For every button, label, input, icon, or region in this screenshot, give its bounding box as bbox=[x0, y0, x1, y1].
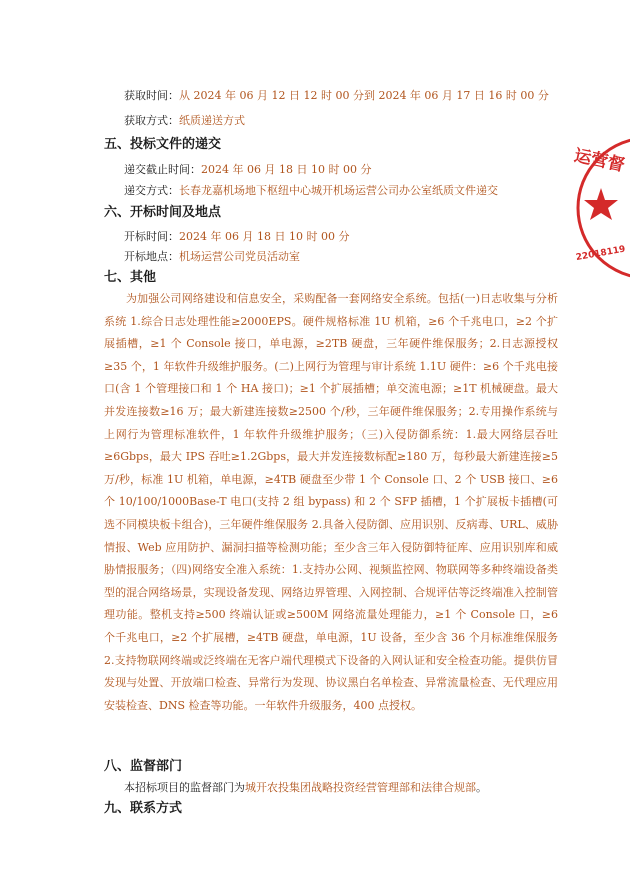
opening-place-label: 开标地点： bbox=[124, 250, 179, 263]
official-seal bbox=[570, 130, 630, 290]
submit-method-label: 递交方式： bbox=[124, 184, 179, 197]
opening-time-label: 开标时间： bbox=[124, 230, 179, 243]
submit-deadline-label: 递交截止时间： bbox=[124, 163, 201, 176]
section8-text-suffix: 。 bbox=[476, 781, 487, 794]
seal-top-text: 运营督 bbox=[572, 145, 627, 176]
opening-place-row bbox=[124, 249, 300, 265]
fetch-method-value: 纸质递送方式 bbox=[179, 114, 245, 127]
section5-heading: 五、投标文件的递交 bbox=[104, 137, 222, 152]
submit-deadline-value: 2024 年 06 月 18 日 10 时 00 分 bbox=[201, 163, 372, 176]
section7-paragraph: 为加强公司网络建设和信息安全，采购配备一套网络安全系统。包括(一)日志收集与分析系统 1.综合日志处理性能≥2000EPS。硬件规格标准 1U 机箱，≥6 个千兆电口，≥2 个扩展插槽，≥1 个 Console 接口，单电源，≥2TB 硬盘，三年硬件维保服务；2.日志源授权≥35 个，1 年软件升级维护服务。(二)上网行为管理与审计系统 1.1U 硬件：≥6 个千兆电接口(含 1 个管理接口和 1 个 HA 接口)；≥1 个扩展插槽；单交流电源；≥1T 机械硬盘。最大并发连接数≥16 万；最大新建连接数≥2500 个/秒，三年硬件维保服务；2.专用操作系统与上网行为管理标准软件，1 年软件升级维护服务；（三)入侵防御系统：1.最大网络层吞吐≥6Gbps，最大 IPS 吞吐≥1.2Gbps，最大并发连接数标配≥180 万，每秒最大新建连接≥5 万/秒，标准 1U 机箱，单电源，≥4TB 硬盘至少带 1 个 Console 口、2 个 USB 接口、≥6 个 10/100/1000Base-T 电口(支持 2 组 bypass) 和 2 个 SFP 插槽，1 个扩展板卡插槽(可选不同模块板卡组合)，三年硬件维保服务 2.具备入侵防御、应用识别、反病毒、URL、威胁情报、Web 应用防护、漏洞扫描等检测功能；至少含三年入侵防御特征库、应用识别库和威胁情报服务；（四)网络安全准入系统：1.支持办公网、视频监控网、物联网等多种终端设备类型的混合网络场景，实现设备发现、网络边界管理、入网控制、合规评估等泛终端准入控制管理功能。整机支持≥500 终端认证或≥500M 网络流量处理能力，≥1 个 Console 口，≥6 个千兆电口，≥2 个扩展槽，≥4TB 硬盘，单电源，1U 设备，至少含 36 个月标准维保服务 2.支持物联网终端或泛终端在无客户端代理模式下设备的入网认证和安全检查功能。提供仿冒发现与处置、开放端口检查、异常行为发现、协议黑白名单检查、异常流量检查、无代理应用安装检查、DNS 检查等功能。一年软件升级服务，400 点授权。 bbox=[104, 292, 558, 712]
section9-heading: 九、联系方式 bbox=[104, 801, 183, 816]
section8-heading: 八、监督部门 bbox=[104, 759, 183, 774]
seal-bottom-text: 22018119 bbox=[575, 244, 627, 264]
opening-time-row bbox=[124, 229, 349, 245]
section7-heading: 七、其他 bbox=[104, 270, 157, 285]
opening-time-value: 2024 年 06 月 18 日 10 时 00 分 bbox=[179, 230, 350, 243]
section6-heading: 六、开标时间及地点 bbox=[104, 205, 222, 220]
submit-method-value: 长春龙嘉机场地下枢纽中心城开机场运营公司办公室纸质文件递交 bbox=[179, 184, 498, 197]
submit-deadline-row bbox=[124, 162, 371, 178]
submit-method-row bbox=[124, 183, 498, 199]
section8-text-prefix: 本招标项目的监督部门为 bbox=[124, 781, 245, 794]
fetch-method-row bbox=[124, 113, 245, 129]
section8-text-row bbox=[124, 780, 487, 796]
fetch-time-label: 获取时间： bbox=[124, 89, 179, 102]
seal-star-icon bbox=[584, 188, 618, 220]
fetch-method-label: 获取方式： bbox=[124, 114, 179, 127]
section8-text-value: 城开农投集团战略投资经营管理部和法律合规部 bbox=[245, 781, 476, 794]
fetch-time-value: 从 2024 年 06 月 12 日 12 时 00 分到 2024 年 06 月 17 日 16 时 00 分 bbox=[179, 89, 549, 102]
opening-place-value: 机场运营公司党员活动室 bbox=[179, 250, 300, 263]
fetch-time-row bbox=[124, 88, 549, 104]
